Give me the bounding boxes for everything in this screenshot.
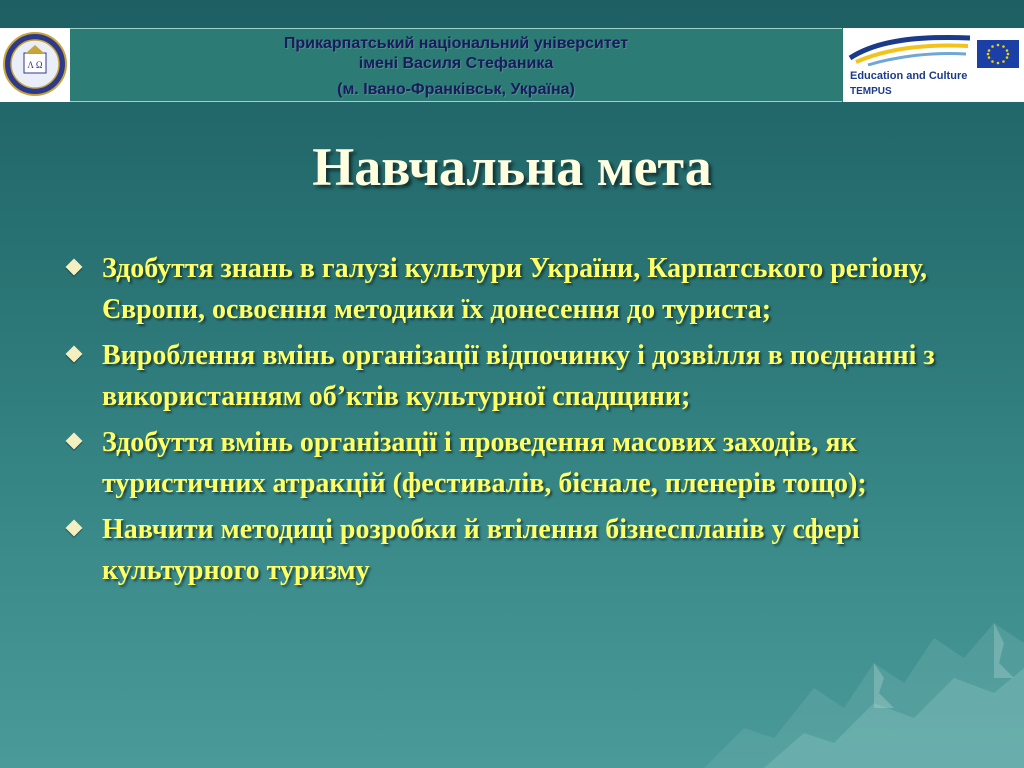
- list-item: [62, 336, 962, 417]
- university-name-line-1: Прикарпатський національний університет: [283, 35, 629, 52]
- eu-program-tempus: TEMPUS: [850, 86, 892, 97]
- slide-title: Навчальна мета: [312, 137, 712, 197]
- seal-text: Λ Ω: [27, 60, 43, 70]
- diamond-bullet-icon: [66, 346, 83, 363]
- eu-program-name: Education and Culture: [850, 70, 968, 82]
- bullet-list: [62, 249, 962, 597]
- bullet-text: Вироблення вмінь організації відпочинку і дозвілля в поєднанні з використанням об’ктів культурної спадщини;: [102, 340, 935, 412]
- diamond-bullet-icon: [66, 433, 83, 450]
- eu-flag-icon: [977, 40, 1019, 68]
- bullet-text: Здобуття вмінь організації і проведення масових заходів, як туристичних атракцій (фестивалів, бієнале, пленерів тощо);: [102, 427, 867, 499]
- list-item: [62, 423, 962, 504]
- list-item: [62, 510, 962, 591]
- university-name-line-2: імені Василя Стефаника: [358, 55, 554, 72]
- education-culture-swoosh-icon: [848, 32, 973, 66]
- university-location: (м. Івано-Франківськ, Україна): [337, 81, 575, 98]
- university-seal-icon: [2, 31, 68, 97]
- diamond-bullet-icon: [66, 520, 83, 537]
- list-item: [62, 249, 962, 330]
- mountain-decoration: [704, 568, 1024, 768]
- diamond-bullet-icon: [66, 259, 83, 276]
- bullet-text: Здобуття знань в галузі культури України, Карпатського регіону, Європи, освоєння методики їх донесення до туриста;: [102, 253, 928, 325]
- bullet-text: Навчити методиці розробки й втілення бізнеспланів у сфері культурного туризму: [102, 514, 860, 586]
